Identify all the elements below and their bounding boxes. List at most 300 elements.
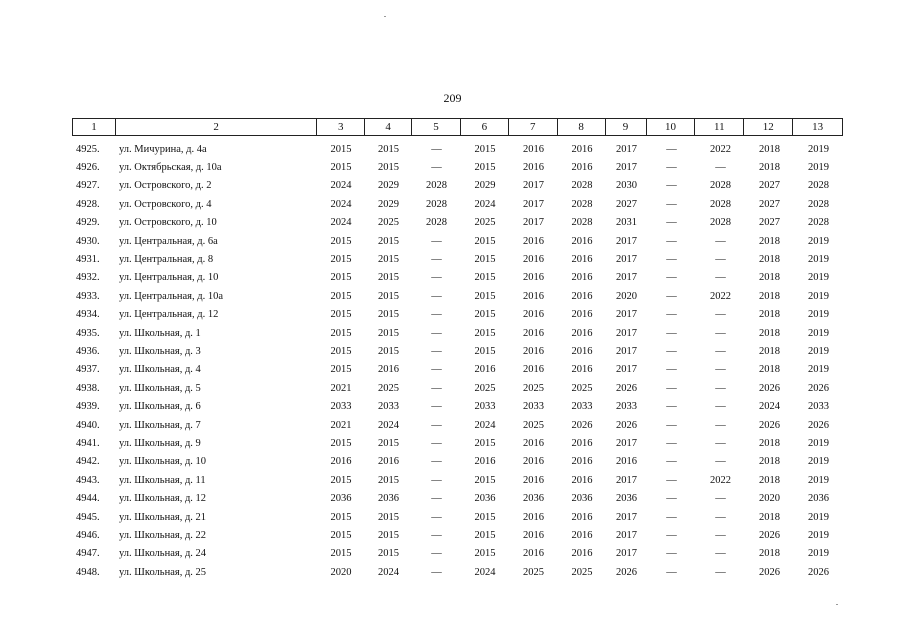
table-cell: 2026: [616, 566, 637, 578]
table-cell: —: [715, 566, 726, 578]
table-cell: —: [431, 290, 442, 302]
table-cell: 2028: [710, 198, 731, 210]
table-cell: —: [666, 272, 677, 284]
table-cell: 2021: [330, 419, 352, 431]
address-cell: ул. Центральная, д. 8: [119, 254, 214, 266]
row-number-cell: 4932.: [76, 272, 100, 284]
table-cell: 2016: [474, 364, 496, 376]
table-cell: 2017: [616, 511, 637, 523]
table-cell: 2019: [808, 511, 829, 523]
table-row: [72, 158, 843, 176]
table-cell: 2016: [571, 235, 593, 247]
table-row: [72, 140, 843, 158]
table-cell: 2016: [571, 162, 593, 174]
table-cell: 2015: [378, 345, 399, 357]
table-cell: 2016: [571, 272, 593, 284]
address-cell: ул. Школьная, д. 4: [119, 364, 201, 376]
table-cell: 2019: [808, 437, 829, 449]
table-row: [72, 434, 843, 452]
table-cell: 2015: [330, 235, 352, 247]
column-header-10: 10: [647, 119, 696, 135]
row-number-cell: 4939.: [76, 401, 100, 413]
table-cell: 2022: [710, 474, 731, 486]
table-cell: —: [431, 437, 442, 449]
table-cell: 2016: [523, 290, 544, 302]
table-cell: 2028: [808, 180, 829, 192]
column-header-6: 6: [461, 119, 509, 135]
table-cell: 2018: [759, 290, 780, 302]
table-cell: 2025: [474, 217, 496, 229]
table-cell: —: [666, 364, 677, 376]
row-number-cell: 4937.: [76, 364, 100, 376]
table-cell: 2016: [330, 456, 352, 468]
table-cell: 2036: [474, 493, 496, 505]
table-cell: 2015: [330, 290, 352, 302]
column-header-8: 8: [558, 119, 606, 135]
table-row: [72, 526, 843, 544]
page-number: 209: [443, 91, 462, 105]
table-cell: 2018: [759, 272, 780, 284]
table-cell: 2019: [808, 345, 829, 357]
table-cell: 2025: [523, 419, 544, 431]
row-number-cell: 4928.: [76, 198, 100, 210]
table-cell: —: [666, 235, 677, 247]
row-number-cell: 4930.: [76, 235, 100, 247]
address-cell: ул. Центральная, д. 10а: [119, 290, 224, 302]
table-cell: 2025: [523, 382, 544, 394]
table-cell: 2022: [710, 143, 731, 155]
table-cell: 2024: [759, 401, 780, 413]
table-cell: —: [431, 254, 442, 266]
table-cell: 2019: [808, 309, 829, 321]
table-cell: —: [715, 382, 726, 394]
table-cell: 2017: [616, 235, 637, 247]
row-number-cell: 4931.: [76, 254, 100, 266]
table-cell: 2028: [426, 198, 447, 210]
table-cell: 2036: [330, 493, 352, 505]
table-cell: 2016: [571, 327, 593, 339]
table-cell: 2016: [571, 456, 593, 468]
table-cell: 2036: [808, 493, 829, 505]
table-cell: —: [715, 511, 726, 523]
address-cell: ул. Островского, д. 10: [119, 217, 217, 229]
table-cell: 2018: [759, 309, 780, 321]
table-cell: 2015: [474, 345, 496, 357]
table-cell: 2017: [616, 327, 637, 339]
table-cell: 2033: [378, 401, 399, 413]
table-cell: —: [666, 290, 677, 302]
table-cell: —: [715, 401, 726, 413]
table-cell: 2025: [523, 566, 544, 578]
table-cell: 2033: [808, 401, 829, 413]
table-cell: 2024: [474, 198, 496, 210]
table-cell: 2033: [474, 401, 496, 413]
table-cell: 2028: [571, 217, 593, 229]
table-cell: 2017: [616, 345, 637, 357]
table-cell: 2015: [474, 162, 496, 174]
table-cell: 2017: [616, 437, 637, 449]
table-cell: —: [431, 309, 442, 321]
table-cell: —: [666, 566, 677, 578]
table-cell: 2015: [330, 254, 352, 266]
table-cell: 2028: [808, 198, 829, 210]
table-cell: 2028: [710, 217, 731, 229]
table-cell: —: [431, 566, 442, 578]
table-cell: 2028: [571, 180, 593, 192]
table-cell: 2024: [378, 419, 399, 431]
table-cell: —: [431, 162, 442, 174]
address-cell: ул. Центральная, д. 12: [119, 309, 219, 321]
table-cell: 2015: [378, 290, 399, 302]
table-cell: 2019: [808, 143, 829, 155]
table-cell: 2025: [571, 566, 593, 578]
table-cell: 2018: [759, 345, 780, 357]
table-cell: 2020: [616, 290, 637, 302]
address-cell: ул. Мичурина, д. 4а: [119, 143, 207, 155]
table-cell: —: [431, 327, 442, 339]
row-number-cell: 4938.: [76, 382, 100, 394]
table-row: [72, 214, 843, 232]
table-cell: —: [715, 419, 726, 431]
address-cell: ул. Школьная, д. 6: [119, 401, 201, 413]
address-cell: ул. Школьная, д. 22: [119, 529, 207, 541]
address-cell: ул. Центральная, д. 10: [119, 272, 219, 284]
table-cell: 2033: [330, 401, 352, 413]
table-cell: 2024: [378, 566, 399, 578]
table-cell: —: [715, 364, 726, 376]
table-cell: 2020: [759, 493, 780, 505]
table-cell: 2016: [523, 548, 544, 560]
table-cell: 2029: [474, 180, 496, 192]
table-cell: —: [715, 529, 726, 541]
table-cell: —: [666, 548, 677, 560]
table-cell: 2017: [616, 162, 637, 174]
table-cell: —: [715, 235, 726, 247]
table-cell: 2018: [759, 474, 780, 486]
table-row: [72, 250, 843, 268]
table-cell: 2020: [330, 566, 352, 578]
table-cell: —: [666, 143, 677, 155]
table-cell: 2016: [523, 272, 544, 284]
table-cell: 2015: [474, 327, 496, 339]
address-cell: ул. Школьная, д. 1: [119, 327, 201, 339]
table-cell: 2021: [330, 382, 352, 394]
table-row: [72, 361, 843, 379]
table-cell: 2019: [808, 254, 829, 266]
table-cell: —: [431, 456, 442, 468]
table-cell: —: [715, 345, 726, 357]
table-cell: 2018: [759, 327, 780, 339]
table-cell: 2027: [759, 198, 780, 210]
address-cell: ул. Школьная, д. 24: [119, 548, 207, 560]
table-cell: 2018: [759, 364, 780, 376]
row-number-cell: 4946.: [76, 529, 100, 541]
table-cell: 2019: [808, 272, 829, 284]
table-cell: —: [431, 272, 442, 284]
table-cell: 2036: [616, 493, 637, 505]
table-cell: —: [431, 474, 442, 486]
table-cell: —: [666, 493, 677, 505]
table-cell: 2016: [571, 364, 593, 376]
table-cell: 2015: [474, 143, 496, 155]
address-cell: ул. Школьная, д. 11: [119, 474, 206, 486]
table-cell: 2018: [759, 548, 780, 560]
table-row: [72, 269, 843, 287]
table-cell: 2025: [378, 217, 399, 229]
column-header-4: 4: [365, 119, 412, 135]
table-cell: —: [431, 143, 442, 155]
table-row: [72, 177, 843, 195]
table-cell: 2015: [378, 235, 399, 247]
table-cell: 2017: [616, 548, 637, 560]
table-cell: 2026: [759, 529, 780, 541]
table-cell: 2019: [808, 548, 829, 560]
column-header-2: 2: [116, 119, 317, 135]
table-cell: 2015: [378, 254, 399, 266]
table-cell: 2017: [616, 143, 637, 155]
row-number-cell: 4935.: [76, 327, 100, 339]
table-cell: 2033: [523, 401, 544, 413]
row-number-cell: 4943.: [76, 474, 100, 486]
table-cell: —: [431, 419, 442, 431]
row-number-cell: 4945.: [76, 511, 100, 523]
table-cell: 2015: [474, 254, 496, 266]
table-cell: 2027: [616, 198, 637, 210]
table-cell: 2018: [759, 456, 780, 468]
table-cell: 2016: [571, 254, 593, 266]
table-cell: 2028: [710, 180, 731, 192]
table-cell: 2018: [759, 437, 780, 449]
column-header-1: 1: [73, 119, 116, 135]
table-cell: 2016: [378, 364, 399, 376]
table-cell: 2016: [571, 309, 593, 321]
table-cell: 2016: [616, 456, 637, 468]
address-cell: ул. Школьная, д. 7: [119, 419, 201, 431]
table-cell: 2019: [808, 327, 829, 339]
row-number-cell: 4940.: [76, 419, 100, 431]
table-cell: 2028: [426, 180, 447, 192]
address-cell: ул. Центральная, д. 6а: [119, 235, 218, 247]
table-cell: 2026: [808, 419, 829, 431]
table-cell: 2015: [330, 364, 352, 376]
table-cell: —: [666, 382, 677, 394]
row-number-cell: 4944.: [76, 493, 100, 505]
table-cell: 2016: [523, 437, 544, 449]
table-cell: 2016: [378, 456, 399, 468]
row-number-cell: 4933.: [76, 290, 100, 302]
table-cell: 2019: [808, 474, 829, 486]
table-cell: —: [666, 327, 677, 339]
table-cell: 2036: [378, 493, 399, 505]
column-header-11: 11: [695, 119, 744, 135]
column-header-9: 9: [606, 119, 647, 135]
table-cell: 2015: [474, 290, 496, 302]
table-row: [72, 342, 843, 360]
table-cell: 2015: [474, 272, 496, 284]
address-cell: ул. Школьная, д. 3: [119, 345, 201, 357]
table-cell: 2018: [759, 162, 780, 174]
table-cell: 2016: [523, 474, 544, 486]
table-cell: 2027: [759, 180, 780, 192]
table-cell: 2019: [808, 456, 829, 468]
table-row: [72, 379, 843, 397]
table-cell: 2015: [474, 437, 496, 449]
table-cell: —: [666, 474, 677, 486]
table-cell: 2016: [523, 345, 544, 357]
table-cell: —: [715, 548, 726, 560]
table-cell: —: [715, 309, 726, 321]
table-cell: —: [666, 456, 677, 468]
table-cell: 2025: [474, 382, 496, 394]
table-cell: 2028: [571, 198, 593, 210]
table-cell: 2019: [808, 162, 829, 174]
table-cell: 2016: [571, 474, 593, 486]
address-cell: ул. Школьная, д. 12: [119, 493, 207, 505]
table-cell: 2016: [474, 456, 496, 468]
table-cell: 2015: [378, 474, 399, 486]
table-row: [72, 416, 843, 434]
table-cell: 2026: [571, 419, 593, 431]
table-row: [72, 508, 843, 526]
table-cell: 2028: [808, 217, 829, 229]
table-cell: —: [666, 401, 677, 413]
table-cell: 2031: [616, 217, 637, 229]
table-row: [72, 324, 843, 342]
table-cell: 2033: [616, 401, 637, 413]
table-cell: —: [666, 511, 677, 523]
table-cell: —: [715, 456, 726, 468]
row-number-cell: 4929.: [76, 217, 100, 229]
table-cell: 2016: [571, 529, 593, 541]
table-cell: 2026: [808, 566, 829, 578]
table-cell: 2018: [759, 235, 780, 247]
table-cell: 2026: [616, 382, 637, 394]
table-cell: 2024: [330, 198, 352, 210]
table-row: [72, 306, 843, 324]
table-cell: 2015: [474, 529, 496, 541]
table-cell: 2015: [474, 511, 496, 523]
table-cell: 2016: [523, 364, 544, 376]
scan-speck: [836, 604, 838, 605]
table-cell: —: [666, 198, 677, 210]
table-cell: 2015: [378, 327, 399, 339]
table-cell: 2036: [571, 493, 593, 505]
table-body: [72, 140, 843, 581]
row-number-cell: 4926.: [76, 162, 100, 174]
address-cell: ул. Островского, д. 2: [119, 180, 212, 192]
table-cell: 2024: [474, 566, 496, 578]
table-cell: —: [666, 309, 677, 321]
table-cell: 2017: [523, 217, 544, 229]
table-cell: —: [431, 511, 442, 523]
table-cell: 2016: [523, 456, 544, 468]
table-cell: 2015: [330, 511, 352, 523]
table-cell: 2017: [616, 309, 637, 321]
table-cell: 2018: [759, 143, 780, 155]
table-cell: —: [666, 345, 677, 357]
table-cell: —: [431, 382, 442, 394]
table-cell: 2026: [808, 382, 829, 394]
table-cell: 2016: [523, 309, 544, 321]
table-row: [72, 195, 843, 213]
table-cell: 2019: [808, 364, 829, 376]
table-cell: 2017: [523, 198, 544, 210]
table-cell: —: [715, 327, 726, 339]
table-cell: 2016: [523, 162, 544, 174]
table-cell: 2022: [710, 290, 731, 302]
table-cell: 2016: [571, 437, 593, 449]
table-cell: 2016: [523, 235, 544, 247]
address-cell: ул. Школьная, д. 5: [119, 382, 201, 394]
table-cell: 2024: [474, 419, 496, 431]
table-cell: 2026: [759, 419, 780, 431]
table-cell: 2016: [571, 548, 593, 560]
table-cell: 2036: [523, 493, 544, 505]
table-cell: 2016: [523, 143, 544, 155]
table-cell: 2016: [523, 529, 544, 541]
table-row: [72, 545, 843, 563]
table-cell: 2016: [571, 345, 593, 357]
column-header-7: 7: [509, 119, 558, 135]
table-header: [72, 118, 843, 136]
table-cell: —: [666, 437, 677, 449]
column-header-3: 3: [317, 119, 365, 135]
table-cell: 2017: [616, 474, 637, 486]
table-cell: —: [431, 364, 442, 376]
table-cell: 2019: [808, 290, 829, 302]
table-cell: 2015: [330, 309, 352, 321]
table-cell: 2029: [378, 198, 399, 210]
column-header-12: 12: [744, 119, 793, 135]
table-cell: 2016: [523, 327, 544, 339]
table-cell: 2015: [330, 474, 352, 486]
table-row: [72, 563, 843, 581]
table-cell: 2026: [759, 382, 780, 394]
table-cell: —: [666, 529, 677, 541]
table-cell: 2015: [378, 548, 399, 560]
table-cell: 2015: [330, 327, 352, 339]
table-row: [72, 471, 843, 489]
table-cell: —: [666, 217, 677, 229]
row-number-cell: 4927.: [76, 180, 100, 192]
address-cell: ул. Школьная, д. 9: [119, 437, 201, 449]
table-cell: 2015: [378, 511, 399, 523]
table-cell: —: [431, 529, 442, 541]
table-cell: —: [715, 493, 726, 505]
table-cell: 2024: [330, 180, 352, 192]
table-cell: 2015: [330, 345, 352, 357]
table-cell: 2016: [523, 254, 544, 266]
table-cell: 2017: [523, 180, 544, 192]
table-cell: —: [431, 401, 442, 413]
table-cell: —: [666, 162, 677, 174]
column-header-13: 13: [812, 121, 824, 133]
address-cell: ул. Октябрьская, д. 10а: [119, 162, 222, 174]
table-cell: 2027: [759, 217, 780, 229]
table-row: [72, 453, 843, 471]
table-cell: 2016: [571, 290, 593, 302]
table-cell: 2015: [474, 235, 496, 247]
table-cell: 2015: [330, 548, 352, 560]
table-cell: 2015: [474, 309, 496, 321]
table-cell: 2015: [474, 548, 496, 560]
table-cell: —: [666, 180, 677, 192]
table-cell: —: [715, 437, 726, 449]
table-cell: —: [666, 419, 677, 431]
table-cell: 2015: [330, 143, 352, 155]
table-cell: 2015: [330, 162, 352, 174]
table-cell: 2033: [571, 401, 593, 413]
